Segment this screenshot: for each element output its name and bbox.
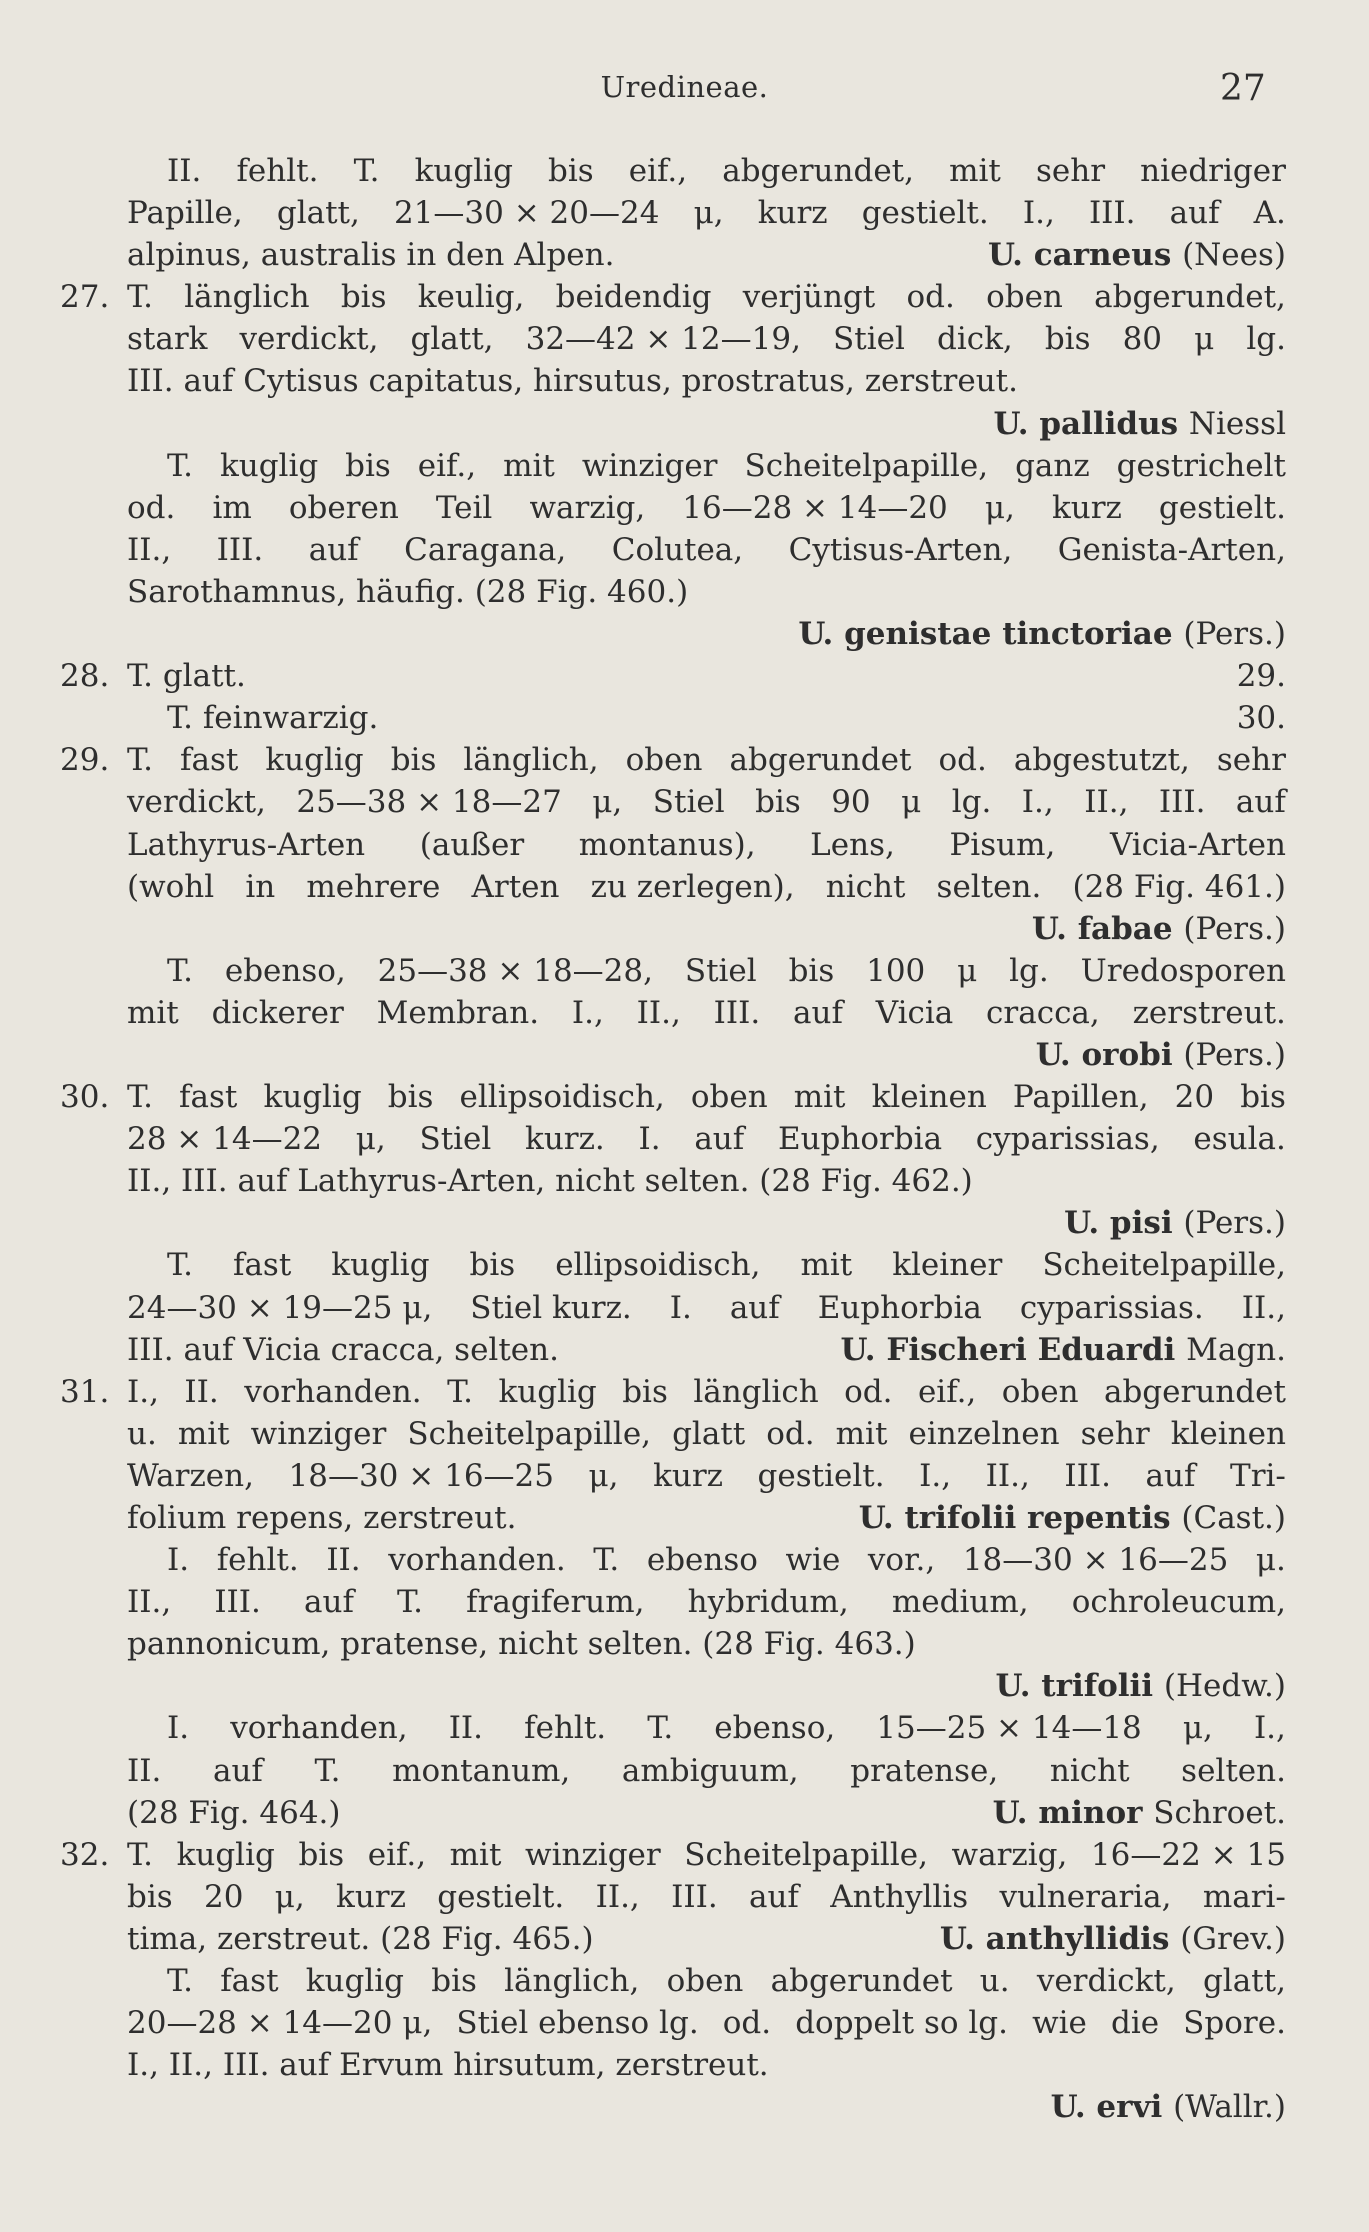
species-author: (Grev.)	[1180, 1920, 1286, 1957]
text-line	[0, 1623, 1369, 1665]
justified-text: I. vorhanden, II. fehlt. T. ebenso, 15—25 × 14—18 μ, I.,	[167, 1710, 1286, 1747]
justified-text: II. auf T. montanum, ambiguum, pratense, nicht selten.	[127, 1752, 1286, 1789]
body-text: (28 Fig. 464.)	[127, 1794, 341, 1831]
species-name: U. anthyllidis (Grev.)	[939, 1920, 1286, 1957]
text-line	[0, 2002, 1369, 2044]
text-line	[0, 739, 1369, 781]
key-number: 32.	[60, 1836, 110, 1873]
justified-text: II., III. auf T. fragiferum, hybridum, medium, ochroleucum,	[127, 1584, 1286, 1621]
justified-text: Warzen, 18—30 × 16—25 μ, kurz gestielt. I., II., III. auf Tri-	[127, 1457, 1286, 1494]
text-line	[0, 192, 1369, 234]
justified-text: I. fehlt. II. vorhanden. T. ebenso wie vor., 18—30 × 16—25 μ.	[167, 1542, 1286, 1579]
text-line	[0, 1118, 1369, 1160]
text-line	[0, 234, 1369, 276]
text-line	[0, 1455, 1369, 1497]
justified-text: Lathyrus-Arten (außer montanus), Lens, Pisum, Vicia-Arten	[127, 826, 1286, 863]
text-line	[0, 1750, 1369, 1792]
justified-text: T. kuglig bis eif., mit winziger Scheitelpapille, warzig, 16—22 × 15	[127, 1836, 1286, 1873]
justified-text: II. fehlt. T. kuglig bis eif., abgerundet, mit sehr niedriger	[167, 153, 1286, 189]
running-header: Uredineae.	[600, 70, 769, 104]
species-author: Schroet.	[1153, 1794, 1286, 1831]
justified-text: od. im oberen Teil warzig, 16—28 × 14—20 μ, kurz gestielt.	[127, 489, 1286, 526]
body-text: pannonicum, pratense, nicht selten. (28 Fig. 463.)	[127, 1626, 916, 1663]
justified-text: bis 20 μ, kurz gestielt. II., III. auf Anthyllis vulneraria, mari-	[127, 1878, 1286, 1915]
text-line	[0, 276, 1369, 318]
text-line	[0, 1876, 1369, 1918]
species-author: (Cast.)	[1181, 1500, 1286, 1536]
body-text: III. auf Cytisus capitatus, hirsutus, prostratus, zerstreut.	[127, 363, 1018, 400]
text-line	[0, 866, 1369, 908]
body-text: T. glatt.	[127, 658, 246, 695]
justified-text: 24—30 × 19—25 μ, Stiel kurz. I. auf Euphorbia cyparissias. II.,	[127, 1289, 1286, 1326]
text-line	[0, 318, 1369, 360]
text-line	[0, 571, 1369, 613]
species-name: U. trifolii (Hedw.)	[995, 1668, 1286, 1705]
justified-text: Papille, glatt, 21—30 × 20—24 μ, kurz gestielt. I., III. auf A.	[127, 195, 1286, 232]
justified-text: u. mit winziger Scheitelpapille, glatt od. mit einzelnen sehr kleinen	[127, 1415, 1286, 1452]
key-number: 30.	[60, 1079, 110, 1116]
species-name: U. pallidus Niessl	[993, 405, 1286, 442]
text-line	[0, 1581, 1369, 1623]
key-number: 27.	[60, 279, 110, 316]
body-text: II., III. auf Lathyrus-Arten, nicht selten. (28 Fig. 462.)	[127, 1163, 973, 1200]
text-line	[0, 1707, 1369, 1749]
text-line	[0, 1413, 1369, 1455]
species-author: (Pers.)	[1183, 1205, 1286, 1242]
text-line	[0, 1792, 1369, 1834]
text-line	[0, 445, 1369, 487]
text-line	[0, 1497, 1369, 1539]
justified-text: I., II. vorhanden. T. kuglig bis länglich od. eif., oben abgerundet	[127, 1373, 1286, 1410]
justified-text: T. kuglig bis eif., mit winziger Scheitelpapille, ganz gestrichelt	[167, 447, 1286, 484]
text-line	[0, 1960, 1369, 2002]
text-line	[0, 1918, 1369, 1960]
species-name: U. genistae tinctoriae (Pers.)	[798, 616, 1286, 653]
text-line	[0, 1160, 1369, 1202]
text-line	[0, 1034, 1369, 1076]
text-line	[0, 613, 1369, 655]
justified-text: T. fast kuglig bis ellipsoidisch, oben mit kleinen Papillen, 20 bis	[127, 1079, 1286, 1116]
justified-text: mit dickerer Membran. I., II., III. auf Vicia cracca, zerstreut.	[127, 994, 1286, 1031]
text-line	[0, 1665, 1369, 1707]
text-line	[0, 781, 1369, 823]
text-line	[0, 1539, 1369, 1581]
justified-text: verdickt, 25—38 × 18—27 μ, Stiel bis 90 μ lg. I., II., III. auf	[127, 784, 1286, 821]
body-text: I., II., III. auf Ervum hirsutum, zerstreut.	[127, 2047, 769, 2084]
species-author: Niessl	[1188, 405, 1286, 442]
species-name: U. minor Schroet.	[992, 1794, 1286, 1831]
body-text: T. feinwarzig.	[167, 700, 379, 737]
justified-text: stark verdickt, glatt, 32—42 × 12—19, Stiel dick, bis 80 μ lg.	[127, 321, 1286, 358]
key-number: 31.	[60, 1373, 110, 1410]
page-number: 27	[1220, 68, 1266, 109]
text-line	[0, 950, 1369, 992]
text-line	[0, 824, 1369, 866]
key-number: 29.	[60, 742, 110, 779]
text-line	[0, 403, 1369, 445]
key-text	[0, 150, 1369, 2128]
species-name: U. trifolii repentis (Cast.)	[858, 1500, 1286, 1536]
justified-text: T. fast kuglig bis länglich, oben abgerundet od. abgestutzt, sehr	[127, 742, 1286, 779]
species-name: U. fabae (Pers.)	[1031, 910, 1286, 947]
body-text: tima, zerstreut. (28 Fig. 465.)	[127, 1920, 594, 1957]
justified-text: T. ebenso, 25—38 × 18—28, Stiel bis 100 μ lg. Uredosporen	[167, 952, 1286, 989]
text-line	[0, 655, 1369, 697]
species-author: (Pers.)	[1183, 616, 1286, 653]
species-author: (Pers.)	[1183, 1036, 1286, 1073]
species-author: (Nees)	[1182, 237, 1286, 274]
body-text: III. auf Vicia cracca, selten.	[127, 1331, 559, 1368]
text-line	[0, 487, 1369, 529]
text-line	[0, 1244, 1369, 1286]
text-line	[0, 1371, 1369, 1413]
justified-text: T. fast kuglig bis ellipsoidisch, mit kleiner Scheitelpapille,	[167, 1247, 1286, 1284]
justified-text: (wohl in mehrere Arten zu zerlegen), nicht selten. (28 Fig. 461.)	[127, 868, 1286, 905]
justified-text: II., III. auf Caragana, Colutea, Cytisus-Arten, Genista-Arten,	[127, 531, 1286, 568]
text-line	[0, 2086, 1369, 2128]
species-name: U. pisi (Pers.)	[1064, 1205, 1286, 1242]
text-line	[0, 697, 1369, 739]
key-reference: 29.	[1236, 658, 1286, 695]
key-number: 28.	[60, 658, 110, 695]
text-line	[0, 360, 1369, 402]
key-reference: 30.	[1236, 700, 1286, 737]
species-author: (Pers.)	[1183, 910, 1286, 947]
justified-text: T. fast kuglig bis länglich, oben abgerundet u. verdickt, glatt,	[167, 1963, 1286, 2000]
body-text: folium repens, zerstreut.	[127, 1500, 517, 1536]
text-line	[0, 529, 1369, 571]
body-text: alpinus, australis in den Alpen.	[127, 237, 615, 274]
species-name: U. carneus (Nees)	[987, 237, 1286, 274]
text-line	[0, 992, 1369, 1034]
justified-text: 28 × 14—22 μ, Stiel kurz. I. auf Euphorbia cyparissias, esula.	[127, 1121, 1286, 1158]
justified-text: T. länglich bis keulig, beidendig verjüngt od. oben abgerundet,	[127, 279, 1286, 316]
species-author: (Wallr.)	[1173, 2089, 1286, 2126]
text-line	[0, 1329, 1369, 1371]
text-line	[0, 908, 1369, 950]
species-name: U. orobi (Pers.)	[1035, 1036, 1286, 1073]
text-line	[0, 150, 1369, 192]
justified-text: 20—28 × 14—20 μ, Stiel ebenso lg. od. doppelt so lg. wie die Spore.	[127, 2005, 1286, 2042]
text-line	[0, 1202, 1369, 1244]
body-text: Sarothamnus, häufig. (28 Fig. 460.)	[127, 573, 689, 610]
text-line	[0, 1076, 1369, 1118]
text-line	[0, 1287, 1369, 1329]
text-line	[0, 1834, 1369, 1876]
species-author: Magn.	[1186, 1331, 1286, 1368]
species-name: U. Fischeri Eduardi Magn.	[840, 1331, 1286, 1368]
species-name: U. ervi (Wallr.)	[1050, 2089, 1286, 2126]
text-line	[0, 2044, 1369, 2086]
species-author: (Hedw.)	[1163, 1668, 1286, 1705]
